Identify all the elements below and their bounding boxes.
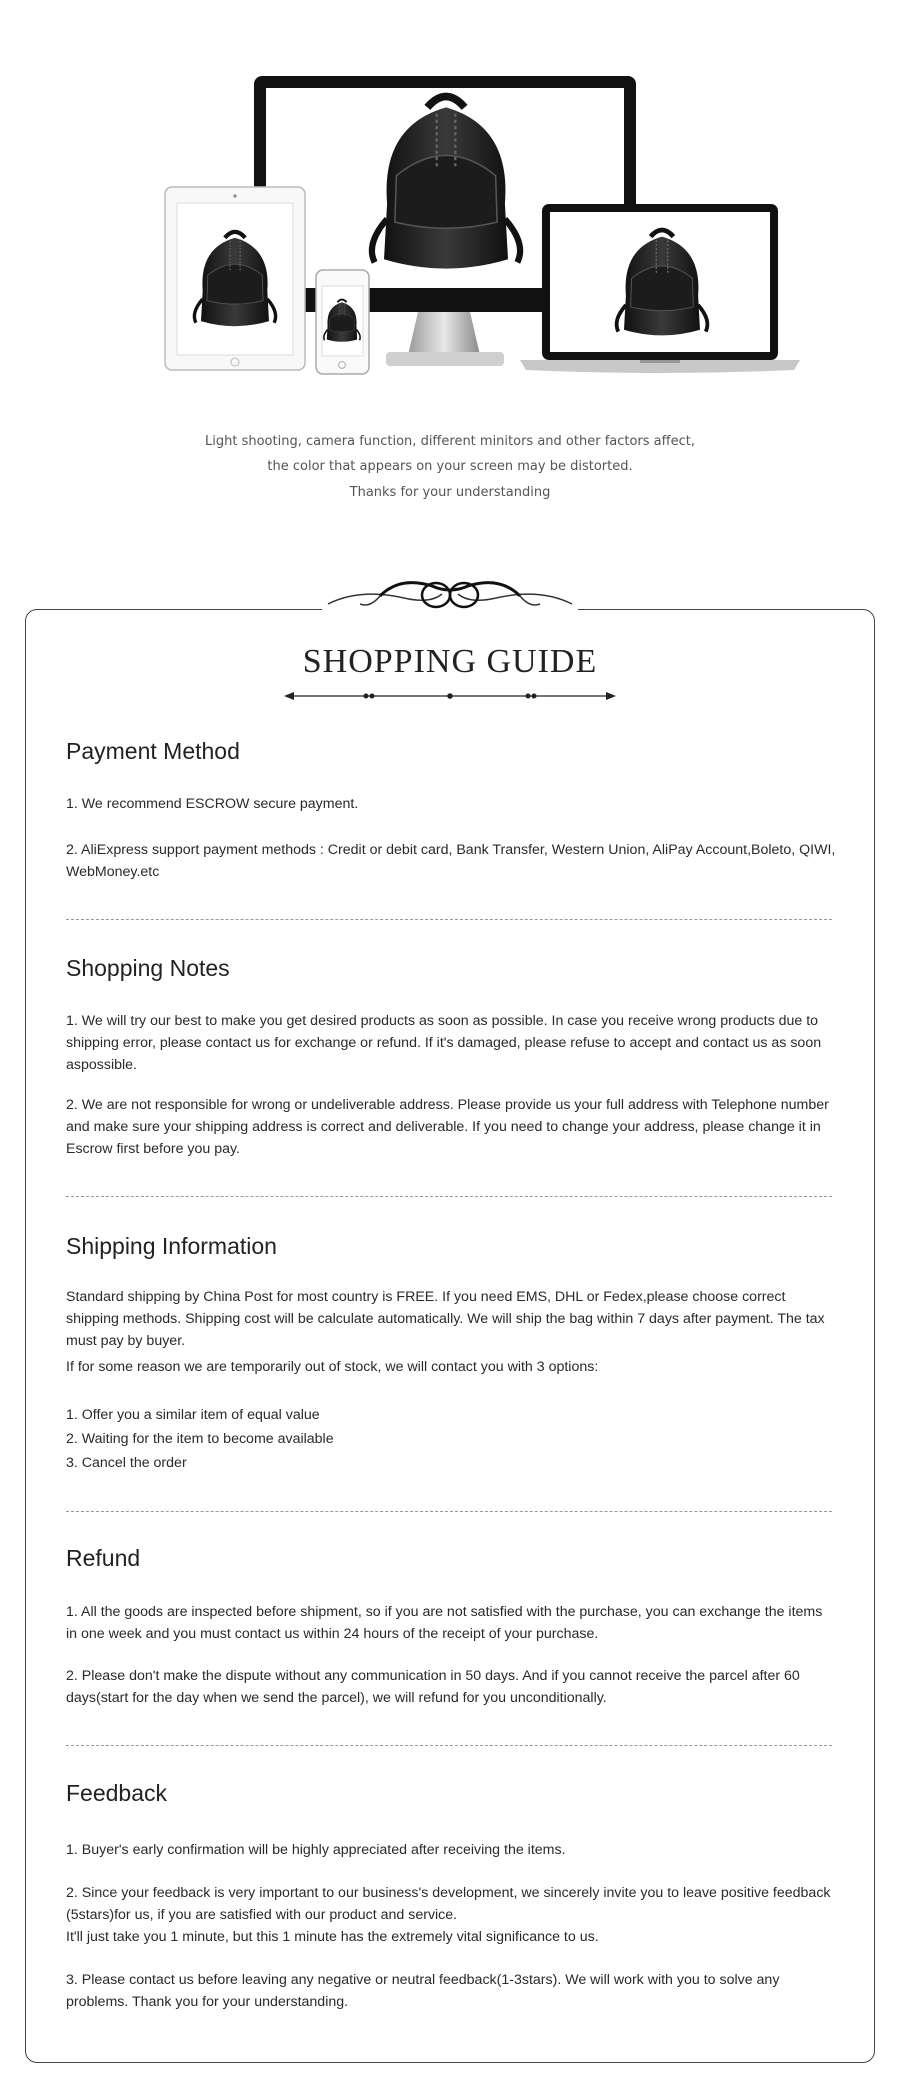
laptop-device bbox=[520, 204, 800, 373]
shipping-para-2: If for some reason we are temporarily out of stock, we will contact you with 3 options: bbox=[66, 1359, 599, 1375]
shipping-para-1: Standard shipping by China Post for most country is FREE. If you need EMS, DHL or Fedex,please choose correct shipping methods. Shipping cost will be calculate automatically. We will ship the bag within 7 days after payment. The tax must pay by buyer. bbox=[66, 1289, 825, 1349]
flourish-ornament-icon bbox=[320, 568, 580, 618]
refund-para-1: 1. All the goods are inspected before shipment, so if you are not satisfied with the purchase, you can exchange the items in one week and you must contact us within 24 hours of the receipt of your purchase. bbox=[66, 1604, 823, 1642]
disclaimer-line-2: the color that appears on your screen may be distorted. bbox=[267, 459, 633, 474]
title-rule-ornament-icon bbox=[284, 688, 616, 704]
phone-device bbox=[316, 270, 369, 374]
tablet-device bbox=[165, 187, 305, 370]
section-divider bbox=[66, 1196, 832, 1197]
feedback-para-4: 3. Please contact us before leaving any negative or neutral feedback(1-3stars). We will work with you to solve any problems. Thank you for your understanding. bbox=[66, 1972, 780, 2010]
section-divider bbox=[66, 919, 832, 920]
notes-para-1: 1. We will try our best to make you get desired products as soon as possible. In case you receive wrong products due to shipping error, please contact us for exchange or refund. If it's damaged, please refuse to accept and contact us as soon aspossible. bbox=[66, 1013, 822, 1073]
feedback-para-1: 1. Buyer's early confirmation will be highly appreciated after receiving the items. bbox=[66, 1842, 566, 1858]
device-showcase-image bbox=[0, 0, 900, 400]
notes-para-2: 2. We are not responsible for wrong or undeliverable address. Please provide us your full address with Telephone number and make sure your shipping address is correct and deliverable. If you need to change your address, please change it in Escrow first before you pay. bbox=[66, 1097, 829, 1157]
section-title-shipping-information: Shipping Information bbox=[66, 1233, 277, 1259]
payment-para-2: 2. AliExpress support payment methods : Credit or debit card, Bank Transfer, Western Union, AliPay Account,Boleto, QIWI, WebMoney.etc bbox=[66, 842, 836, 880]
section-title-shopping-notes: Shopping Notes bbox=[66, 955, 230, 981]
feedback-para-3: It'll just take you 1 minute, but this 1 minute has the extremely vital significance to us. bbox=[66, 1929, 599, 1945]
section-title-payment-method: Payment Method bbox=[66, 738, 240, 764]
payment-para-1: 1. We recommend ESCROW secure payment. bbox=[66, 796, 359, 812]
refund-para-2: 2. Please don't make the dispute without any communication in 50 days. And if you cannot receive the parcel after 60 days(start for the day when we send the parcel), we will refund for you unconditionally. bbox=[66, 1668, 800, 1706]
section-title-refund: Refund bbox=[66, 1545, 141, 1571]
guide-title: SHOPPING GUIDE bbox=[302, 643, 598, 680]
section-title-feedback: Feedback bbox=[66, 1780, 168, 1806]
section-divider bbox=[66, 1511, 832, 1512]
shipping-option-1: 1. Offer you a similar item of equal value bbox=[66, 1407, 320, 1423]
shipping-option-3: 3. Cancel the order bbox=[66, 1455, 187, 1471]
disclaimer-line-3: Thanks for your understanding bbox=[349, 485, 551, 500]
shipping-option-2: 2. Waiting for the item to become available bbox=[66, 1431, 334, 1447]
section-divider bbox=[66, 1745, 832, 1746]
disclaimer-line-1: Light shooting, camera function, different minitors and other factors affect, bbox=[205, 434, 695, 449]
feedback-para-2: 2. Since your feedback is very important to our business's development, we sincerely invite you to leave positive feedback (5stars)for us, if you are satisfied with our product and service. bbox=[66, 1885, 831, 1923]
